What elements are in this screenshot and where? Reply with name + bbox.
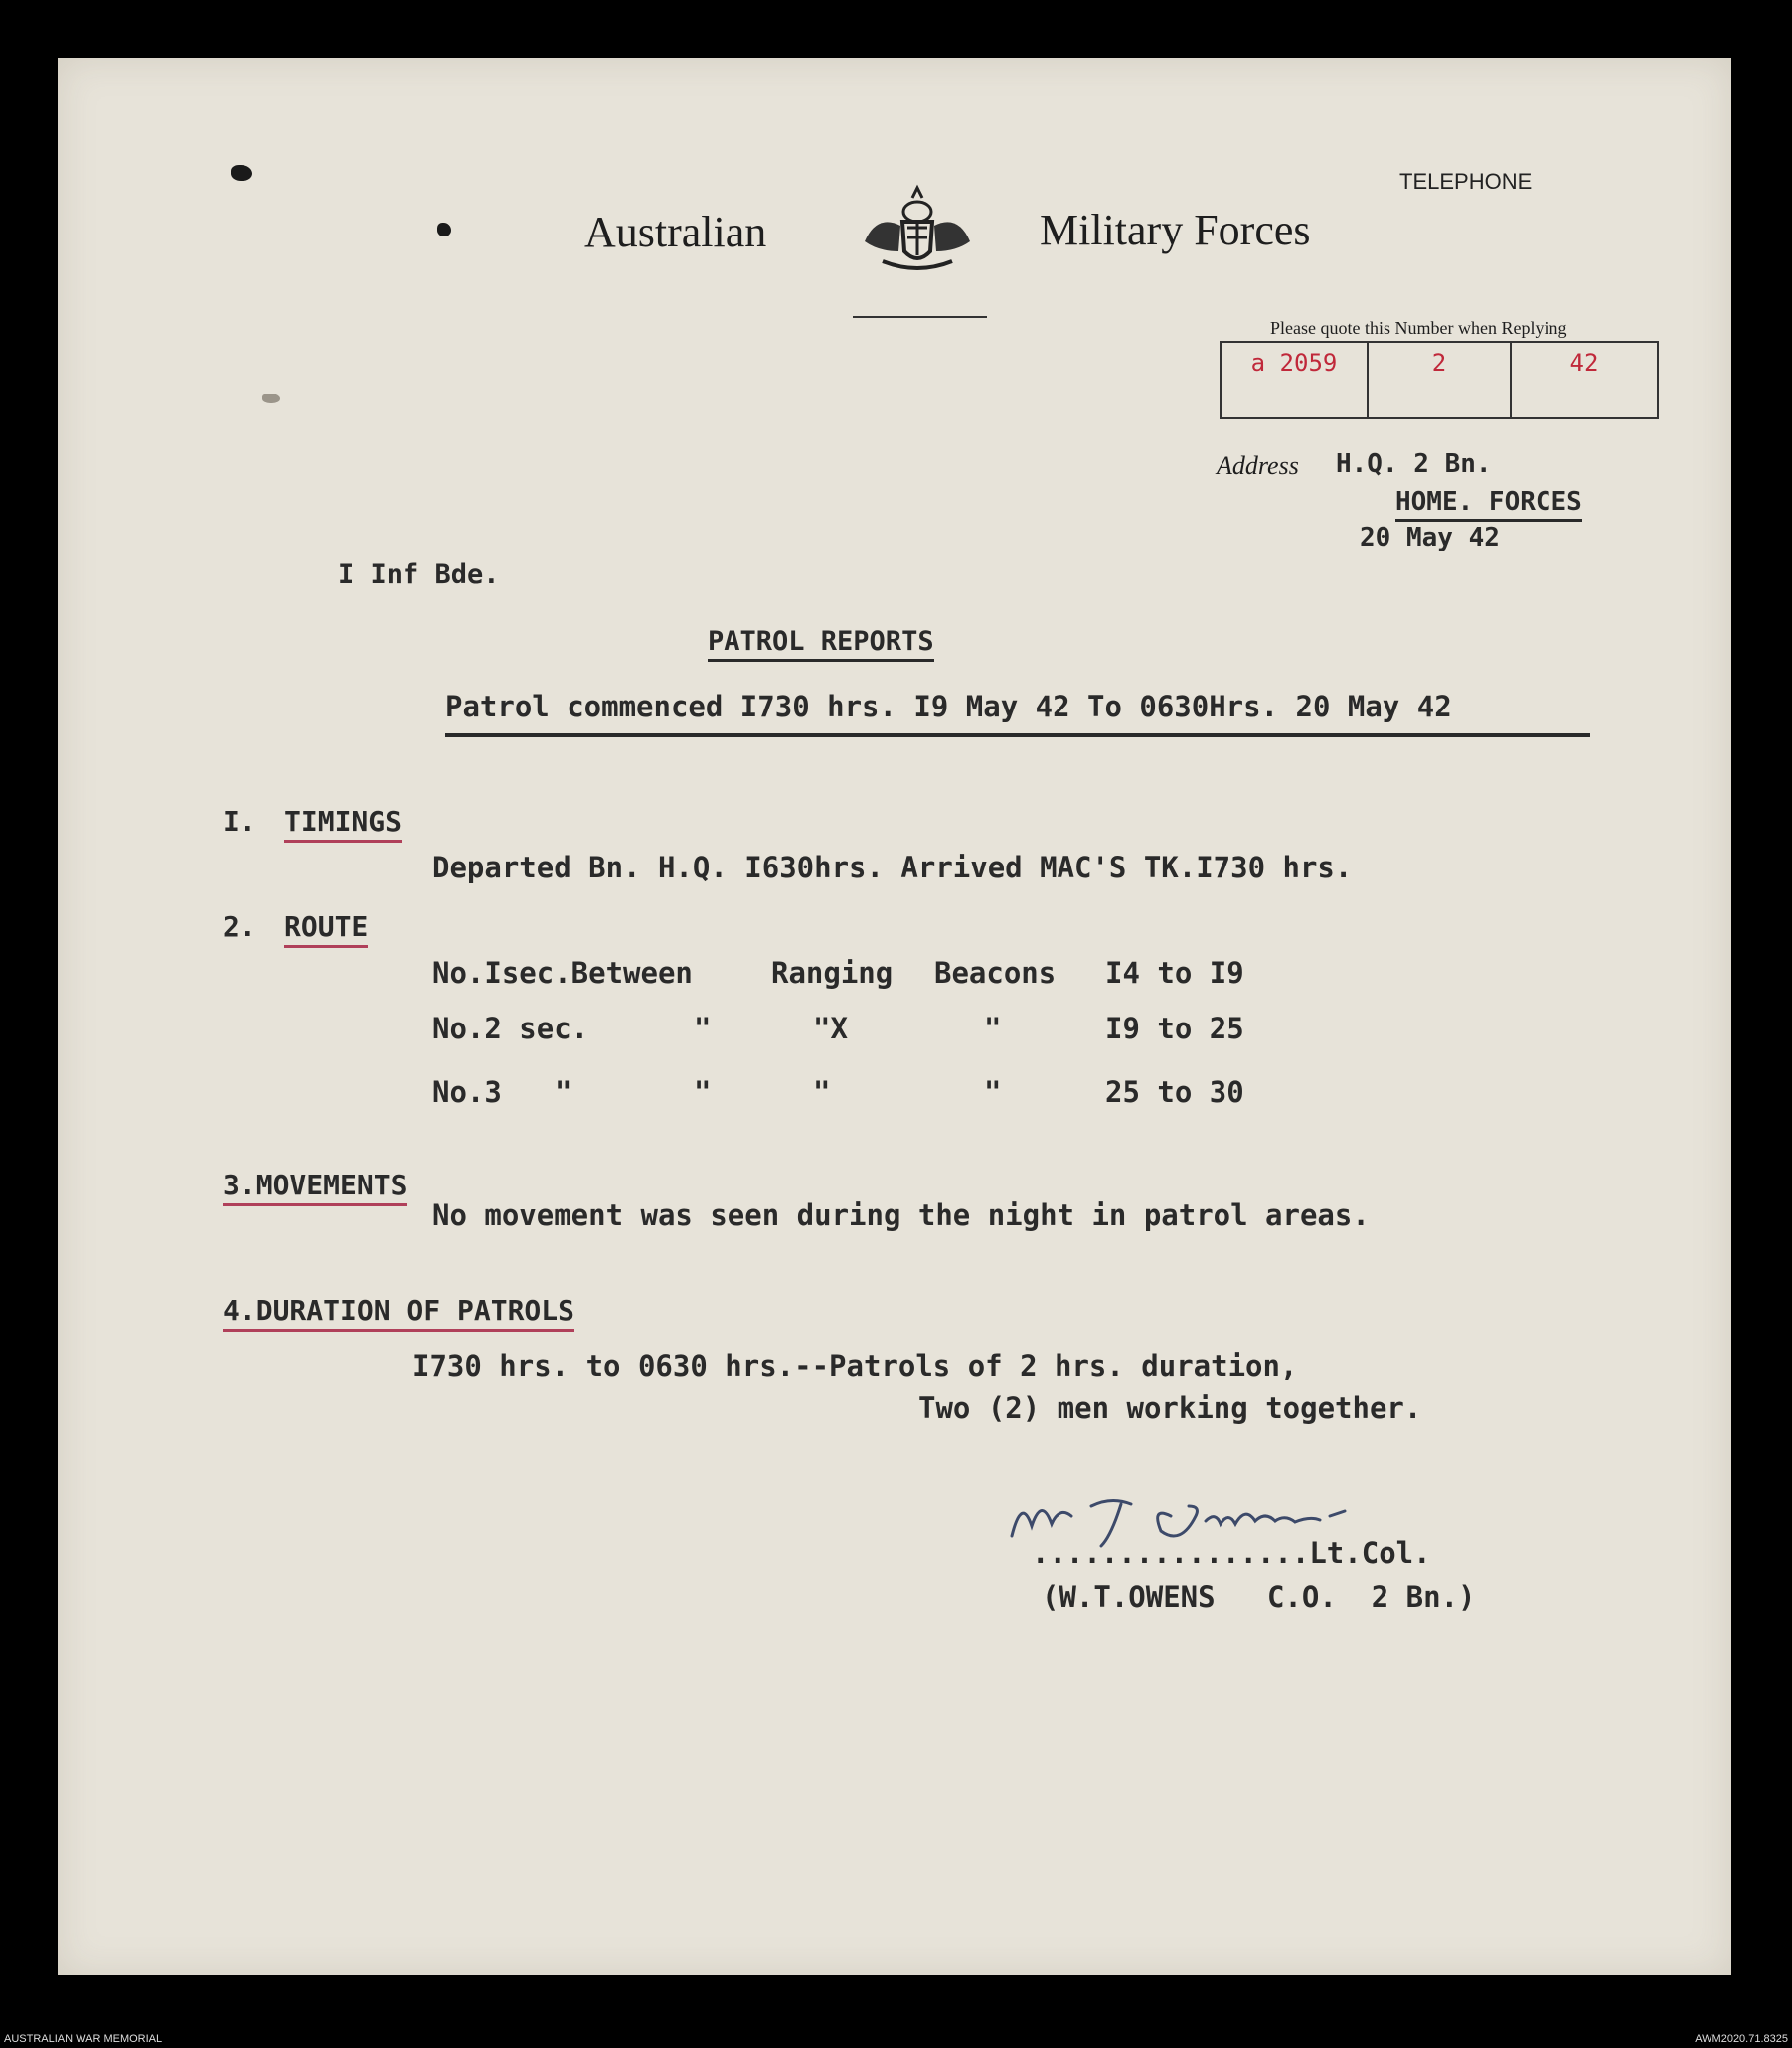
route-row-col: " xyxy=(555,1075,572,1109)
route-row-col: " xyxy=(694,1012,712,1045)
section-number: 2. xyxy=(223,910,256,943)
footer-left: AUSTRALIAN WAR MEMORIAL xyxy=(4,2033,163,2045)
timings-text: Departed Bn. H.Q. I630hrs. Arrived MAC'S TK.I730 hrs. xyxy=(432,851,1353,884)
address-line3: 20 May 42 xyxy=(1360,523,1500,552)
address-label: Address xyxy=(1217,451,1299,480)
route-row-range: 25 to 30 xyxy=(1105,1075,1244,1109)
reference-box xyxy=(1220,341,1659,419)
quote-note: Please quote this Number when Replying xyxy=(1270,318,1567,338)
signature-dots: ................Lt.Col. xyxy=(1032,1536,1431,1570)
patrol-period: Patrol commenced I730 hrs. I9 May 42 To 0630Hrs. 20 May 42 xyxy=(445,690,1590,737)
document-page xyxy=(58,58,1731,1975)
route-row-col: "X xyxy=(813,1012,848,1045)
route-row-col: " xyxy=(984,1075,1002,1109)
punch-mark xyxy=(231,165,252,181)
route-row-col: " xyxy=(694,1075,712,1109)
signatory-name: (W.T.OWENS C.O. 2 Bn.) xyxy=(1042,1580,1476,1614)
duration-line1: I730 hrs. to 0630 hrs.--Patrols of 2 hrs. duration, xyxy=(412,1349,1298,1383)
punch-mark xyxy=(262,394,280,403)
route-row-col: " xyxy=(984,1012,1002,1045)
route-row-range: I9 to 25 xyxy=(1105,1012,1244,1045)
letterhead-left: Australian xyxy=(584,208,767,256)
ref-cell: 2 xyxy=(1369,343,1512,417)
punch-mark xyxy=(437,223,451,236)
route-row-label: No.Isec.Between xyxy=(432,956,693,990)
route-row-col: Beacons xyxy=(934,956,1057,990)
section-heading-duration: 4.DURATION OF PATROLS xyxy=(223,1294,574,1332)
telephone-label: TELEPHONE xyxy=(1399,169,1533,194)
ref-cell: a 2059 xyxy=(1222,343,1369,417)
route-row-range: I4 to I9 xyxy=(1105,956,1244,990)
address-line1: H.Q. 2 Bn. xyxy=(1336,449,1492,479)
route-row-label: No.2 sec. xyxy=(432,1012,589,1045)
address-line2: HOME. FORCES xyxy=(1395,487,1582,522)
movements-text: No movement was seen during the night in patrol areas. xyxy=(432,1198,1370,1232)
recipient: I Inf Bde. xyxy=(338,559,500,590)
section-heading-route: ROUTE xyxy=(284,910,368,948)
route-row-label: No.3 xyxy=(432,1075,502,1109)
ref-cell: 42 xyxy=(1569,349,1599,377)
letterhead-rule xyxy=(853,316,987,318)
section-heading-timings: TIMINGS xyxy=(284,805,402,843)
letterhead-right: Military Forces xyxy=(1040,206,1311,254)
duration-line2: Two (2) men working together. xyxy=(918,1391,1422,1425)
route-row-col: " xyxy=(813,1075,831,1109)
document-title: PATROL REPORTS xyxy=(708,626,934,662)
section-heading-movements: 3.MOVEMENTS xyxy=(223,1169,407,1206)
footer-right: AWM2020.71.8325 xyxy=(1695,2033,1788,2045)
coat-of-arms-icon xyxy=(853,182,982,281)
route-row-col: Ranging xyxy=(771,956,894,990)
section-number: I. xyxy=(223,805,256,838)
